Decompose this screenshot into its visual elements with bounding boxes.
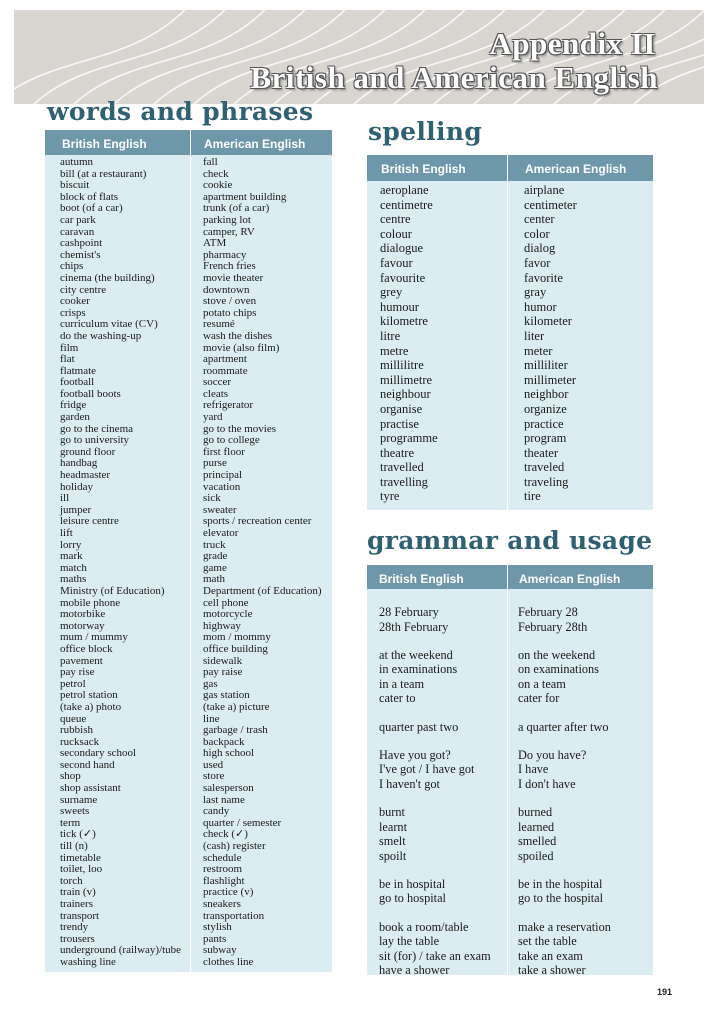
american-term: mom / mommy [203, 631, 271, 644]
american-usage: burned [518, 804, 553, 819]
usage-group [518, 720, 611, 735]
british-term: maths [60, 573, 87, 586]
british-usage: have a shower [379, 963, 450, 978]
words-american-column [203, 157, 322, 969]
american-term: clothes line [203, 955, 254, 968]
british-term: autumn [60, 156, 93, 168]
american-term: roommate [203, 364, 248, 377]
british-term: headmaster [60, 469, 111, 482]
british-term: boot (of a car) [60, 202, 123, 215]
american-term: movie (also film) [203, 341, 280, 354]
american-term: sick [203, 492, 221, 505]
british-term: tick (✓) [60, 828, 96, 841]
words-british-column [60, 157, 181, 969]
american-spelling: millimeter [524, 372, 577, 387]
grammar-table-header [367, 565, 653, 589]
american-term: vacation [203, 480, 241, 493]
american-term: quarter / semester [203, 816, 282, 829]
british-term: go to the cinema [60, 422, 134, 435]
words-table [45, 130, 332, 972]
british-spelling: centimetre [380, 197, 433, 212]
american-spelling: gray [524, 285, 547, 300]
british-usage: quarter past two [379, 719, 459, 734]
british-spelling: theatre [380, 445, 415, 460]
british-usage: smelt [379, 834, 406, 849]
british-term: transport [60, 909, 100, 922]
british-term: office block [60, 642, 113, 655]
british-spelling: favourite [380, 270, 426, 285]
american-spelling: traveling [524, 474, 569, 489]
british-spelling: programme [380, 431, 438, 446]
american-usage: I don't have [518, 776, 576, 791]
american-usage: take a shower [518, 963, 586, 978]
british-term: chemist's [60, 248, 101, 261]
british-term: city centre [60, 283, 107, 296]
british-term: motorway [60, 619, 105, 632]
american-term: first floor [203, 445, 245, 458]
american-term: fall [203, 156, 218, 168]
american-term: ATM [203, 237, 227, 250]
american-spelling: organize [524, 401, 567, 416]
usage-group [379, 877, 491, 906]
american-term: stove / oven [203, 295, 257, 308]
american-usage: on the weekend [518, 647, 596, 662]
american-term: math [203, 573, 225, 586]
american-usage: go to the hospital [518, 891, 604, 906]
american-term: schedule [203, 851, 242, 864]
american-term: pants [203, 932, 227, 945]
british-term: cashpoint [60, 237, 103, 250]
american-term: game [203, 561, 227, 574]
american-spelling: center [524, 212, 555, 227]
usage-group [379, 920, 491, 978]
page-number: 191 [656, 987, 672, 997]
american-spelling: milliliter [524, 358, 568, 373]
british-term: ground floor [60, 445, 116, 458]
grammar-header-american: American English [519, 572, 621, 586]
usage-group [379, 605, 491, 634]
american-term: French fries [203, 260, 256, 273]
british-term: underground (railway)/tube [60, 944, 182, 957]
british-term: flatmate [60, 364, 97, 377]
american-usage: on a team [518, 676, 566, 691]
british-spelling: aeroplane [380, 183, 429, 197]
american-spelling: neighbor [524, 387, 569, 402]
british-term: second hand [60, 758, 115, 771]
american-spelling: traveled [524, 460, 565, 475]
british-term: pay rise [60, 666, 95, 679]
british-term: term [60, 816, 81, 829]
american-term: subway [203, 944, 237, 957]
american-term: transportation [203, 909, 265, 922]
usage-group [379, 805, 491, 863]
words-header-american: American English [204, 137, 306, 151]
american-usage: set the table [518, 934, 577, 949]
american-term: movie theater [203, 271, 264, 284]
american-term: potato chips [203, 306, 257, 319]
british-spelling: organise [380, 401, 423, 416]
spelling-column-divider [507, 155, 508, 510]
american-term: downtown [203, 283, 250, 296]
spelling-american-column [524, 183, 577, 504]
british-term: handbag [60, 457, 98, 470]
american-term: highway [203, 619, 241, 632]
british-usage: Have you got? [379, 747, 451, 762]
american-usage: smelled [518, 834, 557, 849]
american-term: truck [203, 538, 226, 551]
usage-group [518, 605, 611, 634]
british-spelling: grey [380, 285, 403, 300]
british-term: lorry [60, 538, 82, 551]
british-spelling: tyre [380, 489, 400, 504]
british-usage: in examinations [379, 662, 458, 677]
british-term: till (n) [60, 840, 88, 853]
american-term: salesperson [203, 782, 254, 795]
american-usage: spoiled [518, 848, 554, 863]
british-term: caravan [60, 225, 95, 238]
usage-group [518, 920, 611, 978]
american-term: pay raise [203, 666, 243, 679]
american-usage: a quarter after two [518, 719, 609, 734]
american-spelling: dialog [524, 241, 556, 256]
british-usage: cater to [379, 691, 416, 706]
british-term: ill [60, 492, 70, 505]
american-term: purse [203, 457, 227, 470]
british-term: flat [60, 353, 75, 366]
american-term: yard [203, 411, 223, 424]
usage-group [518, 748, 611, 792]
american-term: restroom [203, 863, 243, 876]
american-usage: February 28th [518, 619, 588, 634]
american-usage: be in the hospital [518, 876, 603, 891]
british-term: torch [60, 874, 83, 887]
british-term: trousers [60, 932, 95, 945]
british-spelling: neighbour [380, 387, 431, 402]
british-term: sweets [60, 805, 90, 818]
british-term: car park [60, 213, 96, 226]
british-spelling: travelling [380, 474, 428, 489]
british-usage: at the weekend [379, 647, 453, 662]
british-term: toilet, loo [60, 863, 103, 876]
british-term: biscuit [60, 179, 90, 192]
american-spelling: practice [524, 416, 564, 431]
words-table-header [45, 130, 332, 155]
appendix-title: Appendix II [489, 26, 656, 61]
grammar-british-column [379, 605, 491, 991]
american-term: pharmacy [203, 248, 247, 261]
spelling-table [367, 155, 653, 510]
british-usage: burnt [379, 804, 405, 819]
american-term: wash the dishes [203, 329, 273, 342]
american-term: stylish [203, 921, 232, 934]
british-term: cooker [60, 295, 90, 308]
spelling-british-column [380, 183, 438, 504]
british-term: petrol station [60, 689, 118, 702]
american-term: resumé [203, 318, 235, 331]
usage-group [379, 748, 491, 792]
american-spelling: liter [524, 328, 545, 343]
british-usage: 28 February [379, 605, 439, 619]
british-spelling: favour [380, 255, 413, 270]
american-term: go to the movies [203, 422, 277, 435]
usage-group [379, 720, 491, 735]
american-term: garbage / trash [203, 724, 268, 737]
american-term: cookie [203, 179, 233, 192]
british-spelling: kilometre [380, 314, 428, 329]
british-spelling: humour [380, 299, 419, 314]
american-term: grade [203, 550, 228, 563]
british-usage: lay the table [379, 934, 440, 949]
american-term: gas [203, 677, 218, 690]
grammar-table [367, 565, 653, 978]
american-usage: cater for [518, 691, 560, 706]
american-spelling: favor [524, 255, 551, 270]
american-term: sweater [203, 503, 237, 516]
british-term: bill (at a restaurant) [60, 167, 147, 180]
usage-group [518, 877, 611, 906]
american-term: check [203, 167, 229, 180]
american-spelling: tire [524, 489, 541, 504]
british-term: motorbike [60, 608, 106, 621]
british-term: train (v) [60, 886, 96, 899]
usage-group [379, 648, 491, 706]
american-term: go to college [203, 434, 260, 447]
american-term: candy [203, 805, 230, 818]
british-spelling: litre [380, 328, 401, 343]
british-term: shop assistant [60, 782, 121, 795]
american-term: trunk (of a car) [203, 202, 270, 215]
american-term: (take a) picture [203, 700, 270, 713]
american-spelling: meter [524, 343, 553, 358]
american-term: office building [203, 642, 268, 655]
british-term: shop [60, 770, 81, 783]
british-term: film [60, 341, 79, 354]
british-usage: spoilt [379, 848, 407, 863]
british-usage: in a team [379, 676, 425, 691]
american-term: practice (v) [203, 886, 254, 899]
british-term: mum / mummy [60, 631, 128, 644]
british-term: pavement [60, 654, 103, 667]
american-term: check (✓) [203, 828, 248, 841]
british-term: Ministry (of Education) [60, 584, 165, 597]
british-spelling: metre [380, 343, 409, 358]
british-usage: sit (for) / take an exam [379, 948, 491, 963]
grammar-section-title: grammar and usage [367, 526, 653, 555]
american-spelling: color [524, 226, 550, 241]
british-spelling: millilitre [380, 358, 424, 373]
american-spelling: humor [524, 299, 557, 314]
american-usage: make a reservation [518, 919, 611, 934]
british-usage: 28th February [379, 619, 449, 634]
british-term: timetable [60, 851, 101, 864]
grammar-column-divider [507, 565, 508, 975]
british-term: trainers [60, 898, 93, 910]
american-term: flashlight [203, 874, 245, 887]
american-spelling: favorite [524, 270, 563, 285]
british-spelling: colour [380, 226, 412, 241]
british-term: go to university [60, 434, 130, 447]
american-term: line [203, 712, 220, 725]
grammar-american-column [518, 605, 611, 991]
american-term: sports / recreation center [203, 515, 312, 528]
british-term: football [60, 376, 95, 389]
spelling-section-title: spelling [368, 117, 483, 146]
british-term: jumper [60, 503, 92, 516]
british-usage: I haven't got [379, 776, 440, 791]
british-usage: I've got / I have got [379, 762, 475, 777]
american-term: elevator [203, 527, 239, 539]
words-section-title: words and phrases [47, 97, 314, 126]
american-spelling: centimeter [524, 197, 577, 212]
american-term: (cash) register [203, 840, 266, 853]
british-term: mark [60, 550, 83, 563]
british-term: holiday [60, 480, 93, 493]
british-term: petrol [60, 677, 86, 690]
british-term: queue [60, 712, 87, 725]
american-spelling: theater [524, 445, 559, 460]
british-term: chips [60, 260, 84, 273]
usage-group [518, 805, 611, 863]
american-spelling: program [524, 431, 567, 446]
british-term: washing line [60, 955, 116, 968]
british-term: fridge [60, 399, 87, 412]
american-term: motorcycle [203, 608, 253, 621]
grammar-header-british: British English [379, 572, 464, 586]
british-term: leisure centre [60, 515, 119, 528]
american-term: principal [203, 469, 243, 482]
appendix-subtitle: British and American English [250, 60, 658, 95]
british-spelling: travelled [380, 460, 424, 475]
british-spelling: millimetre [380, 372, 433, 387]
british-term: rucksack [60, 735, 100, 748]
british-term: block of flats [60, 190, 119, 203]
american-usage: on examinations [518, 662, 599, 677]
british-term: trendy [60, 921, 89, 934]
american-usage: learned [518, 819, 555, 834]
british-usage: be in hospital [379, 876, 446, 891]
american-term: store [203, 770, 225, 783]
british-usage: book a room/table [379, 919, 469, 934]
words-column-divider [190, 130, 191, 972]
british-term: mobile phone [60, 596, 121, 609]
british-term: match [60, 561, 87, 574]
british-term: garden [60, 411, 90, 424]
american-term: refrigerator [203, 399, 254, 412]
spelling-header-british: British English [381, 162, 466, 176]
american-term: used [203, 758, 224, 771]
british-spelling: centre [380, 212, 411, 227]
british-term: secondary school [60, 747, 137, 760]
british-term: rubbish [60, 724, 93, 737]
american-term: sneakers [203, 898, 241, 910]
british-usage: go to hospital [379, 891, 446, 906]
american-usage: take an exam [518, 948, 583, 963]
american-spelling: airplane [524, 183, 565, 197]
spelling-header-american: American English [525, 162, 627, 176]
british-term: (take a) photo [60, 700, 122, 713]
american-term: high school [203, 747, 255, 760]
american-spelling: kilometer [524, 314, 572, 329]
spelling-table-header [367, 155, 653, 181]
american-term: sidewalk [203, 654, 243, 667]
american-usage: I have [518, 762, 549, 777]
british-term: cinema (the building) [60, 271, 155, 284]
american-term: soccer [203, 376, 232, 389]
usage-group [518, 648, 611, 706]
american-usage: Do you have? [518, 747, 587, 762]
american-term: parking lot [203, 213, 251, 226]
american-term: camper, RV [203, 225, 255, 238]
american-term: cell phone [203, 596, 249, 609]
british-usage: learnt [379, 819, 407, 834]
american-term: apartment [203, 353, 247, 366]
american-term: backpack [203, 735, 245, 748]
american-term: gas station [203, 689, 250, 702]
american-term: last name [203, 793, 245, 806]
american-usage: February 28 [518, 605, 578, 619]
words-header-british: British English [62, 137, 147, 151]
british-spelling: practise [380, 416, 419, 431]
american-term: Department (of Education) [203, 584, 322, 597]
british-term: lift [60, 527, 73, 539]
british-term: football boots [60, 387, 121, 400]
british-term: do the washing-up [60, 329, 142, 342]
british-term: surname [60, 793, 98, 806]
british-spelling: dialogue [380, 241, 424, 256]
american-term: cleats [203, 387, 229, 400]
title-banner [14, 10, 704, 104]
british-term: crisps [60, 306, 86, 319]
british-term: curriculum vitae (CV) [60, 318, 158, 331]
american-term: apartment building [203, 190, 287, 203]
